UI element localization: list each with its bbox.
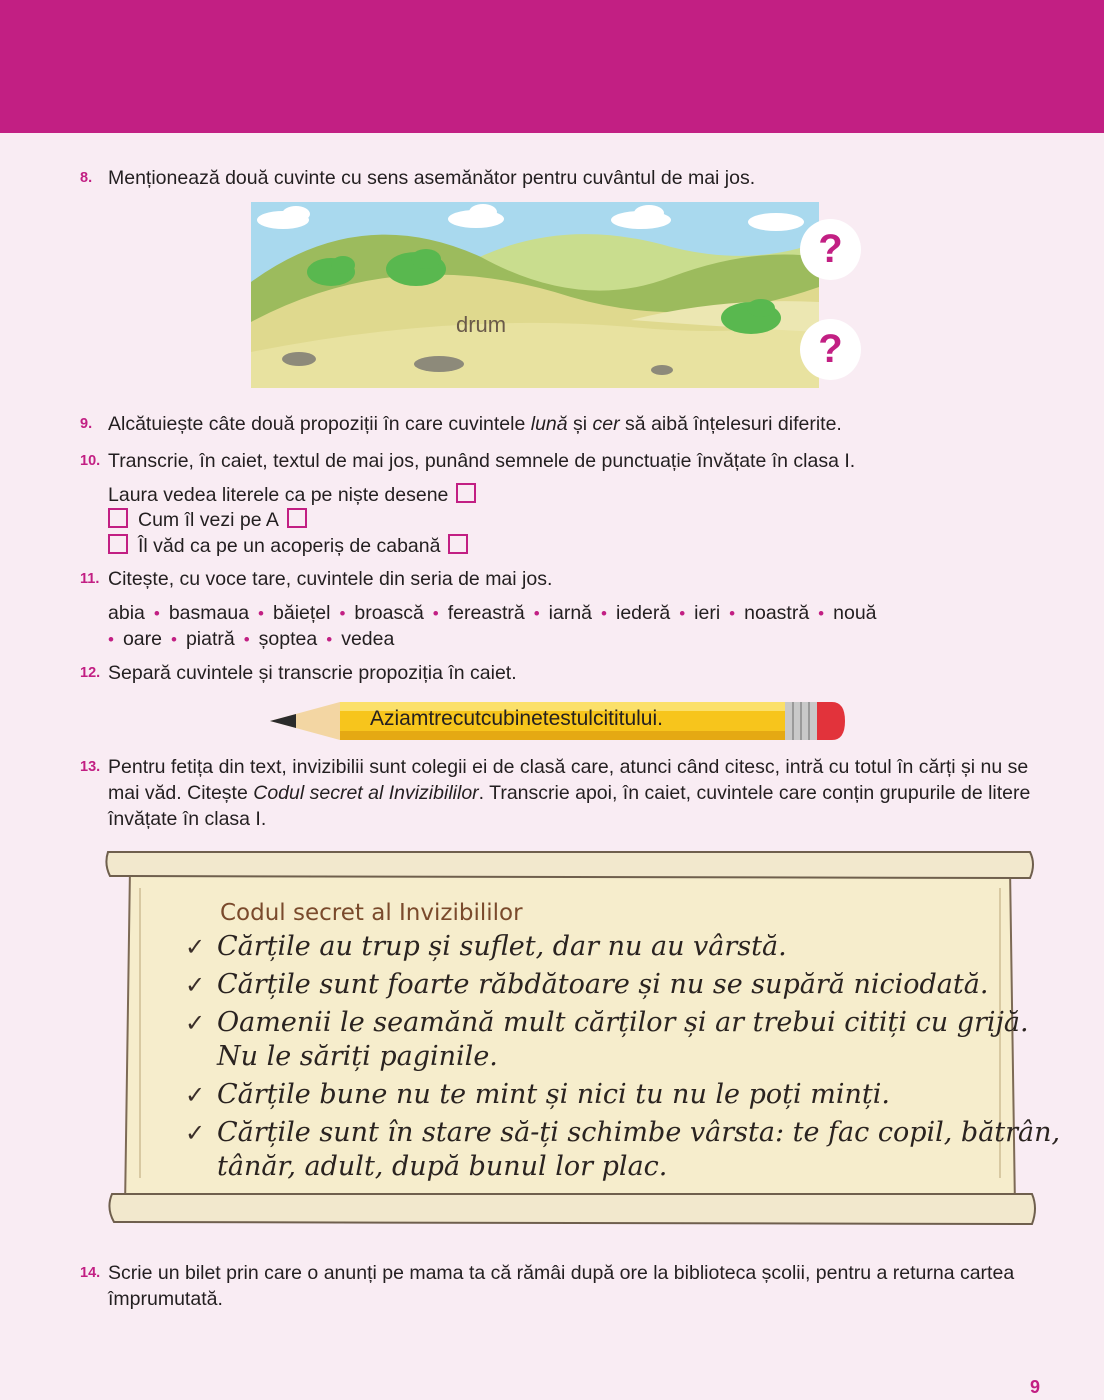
series-word: piatră xyxy=(185,628,235,650)
page-number: 9 xyxy=(1030,1377,1041,1397)
exercise-text: Transcrie, în caiet, textul de mai jos, punând semnele de punctuație învățate în clasa I. xyxy=(108,450,856,472)
question-badge-1: ? xyxy=(800,219,861,280)
bullet: • xyxy=(818,604,825,623)
bullet: • xyxy=(729,604,736,623)
landscape-illustration xyxy=(251,202,819,388)
text-part: . Transcrie apoi, în caiet, cuvintele care conțin grupurile de litere învățate în clasa I. xyxy=(108,782,1031,830)
exercise-text: Scrie un bilet prin care o anunți pe mama ta că rămâi după ore la biblioteca școlii, pentru a returna cartea împrumutată. xyxy=(108,1262,1015,1310)
series-word: noastră xyxy=(744,602,810,624)
bullet: • xyxy=(153,604,160,623)
question-badge-2: ? xyxy=(800,319,861,380)
bullet: • xyxy=(432,604,439,623)
punctuation-box xyxy=(456,483,476,503)
checkmark-icon: ✓ xyxy=(185,933,206,961)
exercise-number: 10. xyxy=(80,453,101,469)
series-word: broască xyxy=(354,602,424,624)
bullet: • xyxy=(243,630,250,649)
exercise-text: Separă cuvintele și transcrie propoziția în caiet. xyxy=(108,662,517,684)
series-word: iarnă xyxy=(548,602,593,624)
dialog-text: Îl văd ca pe un acoperiș de cabană xyxy=(138,535,441,557)
exercise-text xyxy=(108,411,1038,437)
exercise-number: 12. xyxy=(80,665,101,681)
punctuation-box xyxy=(108,508,128,528)
exercise-text: Menționează două cuvinte cu sens asemănător pentru cuvântul de mai jos. xyxy=(108,167,756,189)
text-part: Alcătuiește câte două propoziții în care cuvintele xyxy=(108,413,531,435)
word-series-line-2 xyxy=(108,626,394,653)
exercise-number: 14. xyxy=(80,1265,101,1281)
landscape-word: drum xyxy=(456,312,507,337)
exercise-number: 9. xyxy=(80,416,93,432)
rule-item xyxy=(185,1006,1029,1040)
header-band xyxy=(0,0,1104,133)
rule-item xyxy=(185,1116,1060,1150)
series-word: băiețel xyxy=(273,602,331,624)
checkmark-icon: ✓ xyxy=(185,1119,206,1147)
bullet: • xyxy=(170,630,177,649)
series-word: abia xyxy=(108,602,145,624)
exercise-number: 13. xyxy=(80,759,101,775)
series-word: fereastră xyxy=(447,602,525,624)
bullet: • xyxy=(679,604,686,623)
rule-continuation: Nu le săriți paginile. xyxy=(217,1041,498,1072)
punctuation-box xyxy=(108,534,128,554)
text-italic: cer xyxy=(592,413,620,435)
series-word: iederă xyxy=(615,602,671,624)
rule-text: Cărțile sunt foarte răbdătoare și nu se supără niciodată. xyxy=(217,969,989,1000)
series-word: basmaua xyxy=(168,602,250,624)
rule-text: Oamenii le seamănă mult cărților și ar trebui citiți cu grijă. xyxy=(217,1007,1029,1038)
rule-item xyxy=(185,968,988,1002)
exercise-number: 11. xyxy=(80,571,100,587)
exercise-number: 8. xyxy=(80,170,93,186)
rule-text: Cărțile bune nu te mint și nici tu nu le poți minți. xyxy=(217,1079,890,1110)
checkmark-icon: ✓ xyxy=(185,971,206,999)
text-part: și xyxy=(567,413,593,435)
series-word: vedea xyxy=(341,628,395,650)
bullet: • xyxy=(258,604,264,623)
word-series-line-1 xyxy=(108,600,877,627)
series-word: oare xyxy=(122,628,162,650)
checkmark-icon: ✓ xyxy=(185,1081,206,1109)
pencil-sentence: Aziamtrecutcubinetestulcititului. xyxy=(370,707,663,730)
punctuation-box xyxy=(448,534,468,554)
dialog-text: Cum îl vezi pe A xyxy=(138,509,279,531)
scroll-title: Codul secret al Invizibililor xyxy=(220,900,523,926)
text-part: să aibă înțelesuri diferite. xyxy=(619,413,842,435)
rule-item xyxy=(185,1078,890,1112)
dialog-line-2 xyxy=(108,507,310,533)
rule-text: Cărțile sunt în stare să-ți schimbe vârsta: te fac copil, bătrân, xyxy=(217,1117,1061,1148)
punctuation-box xyxy=(287,508,307,528)
exercise-text: Citește, cu voce tare, cuvintele din seria de mai jos. xyxy=(108,568,553,590)
dialog-line-1 xyxy=(108,482,479,508)
bullet: • xyxy=(533,604,540,623)
series-word: ieri xyxy=(694,602,721,624)
bullet: • xyxy=(108,630,114,649)
rule-text: Cărțile au trup și suflet, dar nu au vârstă. xyxy=(217,931,787,962)
bullet: • xyxy=(326,630,333,649)
text-italic: Codul secret al Invizibililor xyxy=(253,782,479,804)
rule-continuation: tânăr, adult, după bunul lor plac. xyxy=(217,1151,668,1182)
checkmark-icon: ✓ xyxy=(185,1009,206,1037)
text-part: Pentru fetița din text, invizibilii sunt colegii ei de clasă care, atunci când citesc, intră cu totul în cărți și nu se mai văd. Citește xyxy=(108,756,1029,804)
exercise-text xyxy=(108,754,1038,832)
text-italic: lună xyxy=(530,413,568,435)
series-word: șoptea xyxy=(258,628,318,650)
bullet: • xyxy=(601,604,607,623)
dialog-text: Laura vedea literele ca pe niște desene xyxy=(108,484,449,506)
series-word: nouă xyxy=(833,602,877,624)
rule-item xyxy=(185,930,787,964)
bullet: • xyxy=(339,604,346,623)
dialog-line-3 xyxy=(108,533,471,559)
